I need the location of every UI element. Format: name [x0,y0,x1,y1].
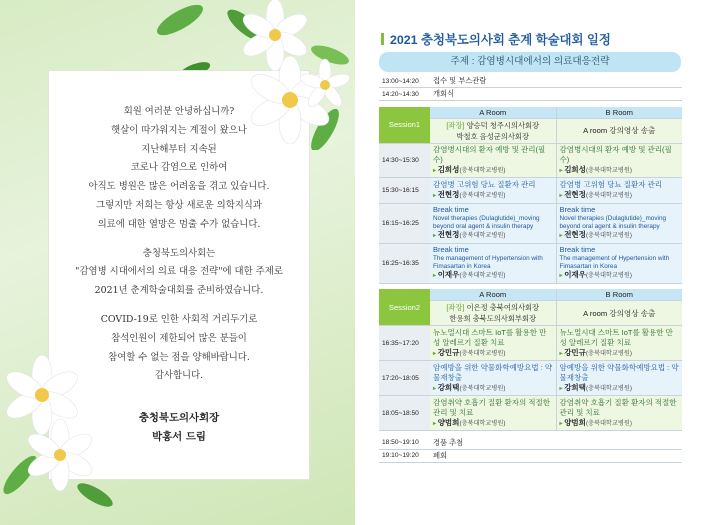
lecture-row: 16:25~16:35 Break time The management of Hypertension with Fimasartan in Korea ▸ 이재우(충북대학교병원) Break time The management of Hypertension with Fimasartan in Korea ▸ 이재우(충북대학교병원) [379,243,682,283]
lecture-row: 18:05~18:50 감염취약 호흡기 질환 환자의 적절한 관리 및 치료 ▸ 양범희(충북대학교병원) 감염취약 호흡기 질환 환자의 적절한 관리 및 치료 ▸ 양범희(충북대학교병원) [379,396,682,431]
sign-name: 박홍서 드림 [152,431,206,443]
session2-chair: [좌장] 이은정 충북여의사회장 한용희 충북도의사회부회장 [430,301,556,326]
session2-label: Session2 [379,289,430,326]
room-a-header: A Room [430,107,556,119]
event-cell: 접수 및 부스관람 [430,75,682,88]
time-cell: 14:20~14:30 [379,88,430,101]
greeting-line: "감염병 시대에서의 의료 대응 전략"에 대한 주제로 [75,266,283,278]
event-cell: 개회식 [430,88,682,101]
room-header-row [379,289,682,301]
session1-label: Session1 [379,107,430,144]
greeting-line: 그렇지만 저희는 항상 새로운 의학지식과 [96,199,262,211]
greeting-line: 의료에 대한 열망은 멈출 수가 없습니다. [97,218,261,230]
greeting-line: 지난해부터 지속된 [141,143,217,155]
room-header-row [379,107,682,119]
schedule-table [379,75,682,463]
signature [60,409,298,447]
greeting-line: 회원 여러분 안녕하십니까? [123,106,235,117]
greeting-line: 햇살이 따가워지는 계절이 왔으나 [111,124,247,136]
lecture-row: 16:35~17:20 뉴노멀시대 스마트 IoT를 활용한 만성 알레르기 질환 치료 ▸ 강민규(충북대학교병원) 뉴노멀시대 스마트 IoT를 활용한 만성 알레르기 질환 치료 ▸ 강민규(충북대학교병원) [379,326,682,361]
schedule-title: 2021 충청북도의사회 춘계 학술대회 일정 [381,30,611,48]
greeting-text [60,103,298,386]
schedule-panel [355,0,709,525]
lecture-row: 17:20~18:05 암예방을 위한 약물화학예방요법 : 약물재창출 ▸ 강희택(충북대학교병원) 암예방을 위한 약물화학예방요법 : 약물재창출 ▸ 강희택(충북대학교병원) [379,361,682,396]
session1-chair: [좌장] 양승덕 청주시의사회장 박철호 음성군의사회장 [430,118,556,143]
session2-room-b-note: A room 강의영상 송출 [556,301,682,326]
schedule-row [379,75,682,88]
session1-room-b-note: A room 강의영상 송출 [556,118,682,143]
lecture-row: 15:30~16:15 감염병 고위험 당뇨 질환자 관리 ▸ 전현정(충북대학교병원) 감염병 고위험 당뇨 질환자 관리 ▸ 전현정(충북대학교병원) [379,177,682,203]
room-a-header: A Room [430,289,556,301]
greeting-line: 코로나 감염으로 인하여 [130,162,228,174]
greeting-line: 감사합니다. [154,370,204,382]
theme-banner: 주제 : 감염병시대에서의 의료대응전략 [379,52,681,72]
schedule-row [379,88,682,101]
greeting-line: 아직도 병원은 많은 어려움을 겪고 있습니다. [88,181,270,193]
lecture-row: 14:30~15:30 감염병시대의 환자 예방 및 관리(필수) ▸ 김희성(충북대학교병원) 감염병시대의 환자 예방 및 관리(필수) ▸ 김희성(충북대학교병원) [379,143,682,177]
sign-title: 충청북도의사회장 [138,412,220,424]
room-b-header: B Room [556,107,682,119]
greeting-line: 충청북도의사회는 [142,247,216,259]
schedule-row: 19:10~19:20 폐회 [379,449,682,462]
room-b-header: B Room [556,289,682,301]
greeting-line: 2021년 춘계학술대회를 준비하였습니다. [94,285,264,297]
schedule-row: 18:50~19:10 경품 추첨 [379,437,682,450]
time-cell: 13:00~14:20 [379,75,430,88]
lecture-row: 16:15~16:25 Break time Novel therapies (Dulaglutide)_moving beyond oral agent & insulin therapy ▸ 전현정(충북대학교병원) Break time Novel therapies (Dulaglutide)_moving beyond oral agent & insulin therapy ▸ 전현정(충북대학교병원) [379,203,682,243]
greeting-line: COVID-19로 인한 사회적 거리두기로 [100,313,258,325]
greeting-line: 참석인원이 제한되어 많은 분들이 [111,332,247,344]
greeting-line: 참여할 수 없는 점을 양해바랍니다. [108,351,250,363]
